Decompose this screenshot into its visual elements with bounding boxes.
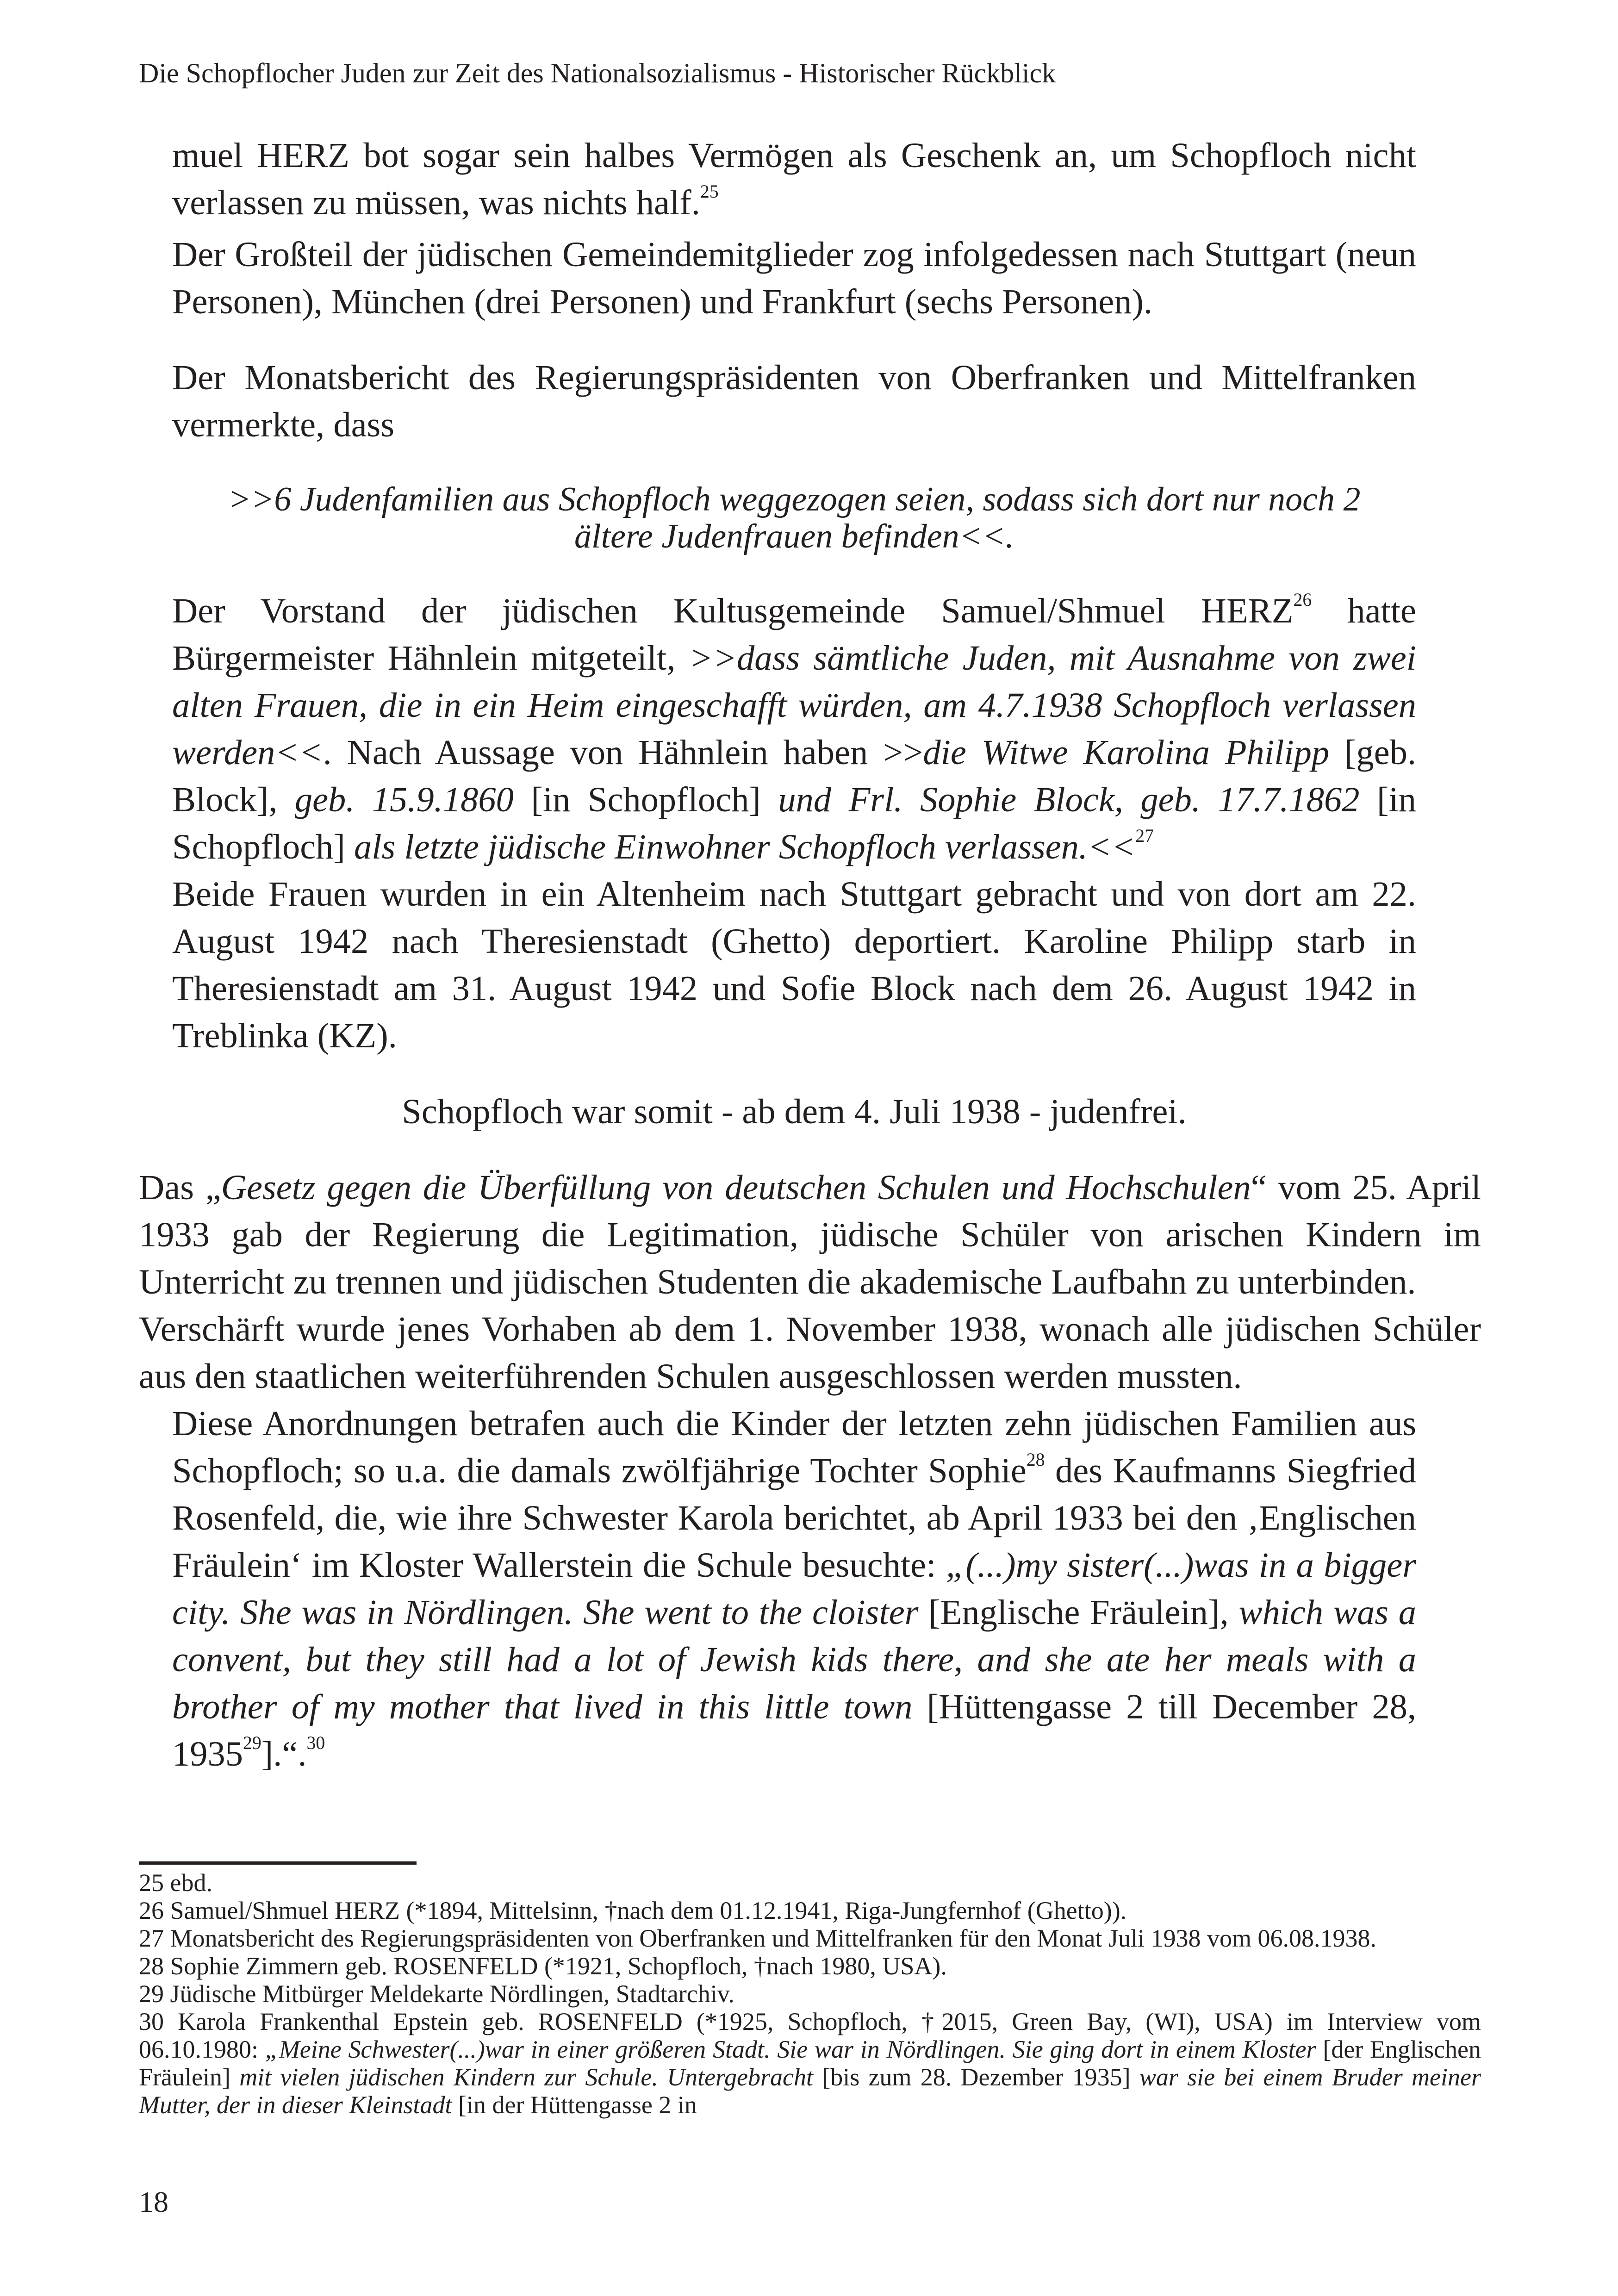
footnote-ref-28[interactable]: 28	[1026, 1450, 1045, 1470]
quote-run: which was a convent, but they still had a lot of Jewish kids there, and she ate her meals with a brother of my mother that lived in this little town	[172, 1593, 1417, 1726]
paragraph-deportation: Beide Frauen wurden in ein Altenheim nach Stuttgart gebracht und von dort am 22. August 1942 nach Theresienstadt (Ghetto) deportiert. Karoline Philipp starb in Theresienstadt am 31. August 1942 und Sofie Block nach dem 26. August 1942 in Treblinka (KZ).	[172, 874, 1416, 1055]
text-run: des Kaufmanns Siegfried Rosenfeld, die, wie ihre Schwester Karola berichtet, ab April 1933 bei den ‚Englischen Fräulein‘ im Kloster Wallerstein die Schule besuchte:	[172, 1451, 1417, 1585]
text-run: [in Schopfloch]	[172, 780, 1416, 866]
paragraph-monthly-report: Der Monatsbericht des Regierungspräsidenten von Oberfranken und Mittelfranken vermerkte, dass	[172, 358, 1416, 444]
text-run: [geb. Block],	[172, 733, 1416, 819]
text-run: hatte Bürgermeister Hähnlein mitgeteilt,	[172, 591, 1416, 678]
body-text	[139, 132, 1481, 1778]
text-run: [der Englischen Fräulein]	[139, 2035, 1481, 2091]
quote-run: „(...)my sister(...)was in a bigger city. She was in Nördlingen. She went to the cloister	[172, 1545, 1416, 1632]
paragraph-exclusion: Verschärft wurde jenes Vorhaben ab dem 1. November 1938, wonach alle jüdischen Schüler aus den staatlichen weiterführenden Schulen ausgeschlossen werden mussten.	[139, 1309, 1481, 1396]
quote-run: geb. 15.9.1860	[294, 780, 514, 819]
text-run: ].“.	[261, 1734, 307, 1773]
quote-line: >>6 Judenfamilien aus Schopfloch weggezogen seien, sodass sich dort nur noch 2	[228, 480, 1361, 518]
text-run: 30 Karola Frankenthal Epstein geb. ROSENFELD (*1925, Schopfloch, †2015, Green Bay, (WI), USA) im Interview vom 06.10.1980:	[139, 2008, 1481, 2063]
footnote-ref-30[interactable]: 30	[306, 1733, 325, 1754]
text-run: “ vom 25. April 1933 gab der Regierung die Legitimation, jüdische Schüler von arischen Kindern im Unterricht zu trennen und jüdischen Studenten die akademische Laufbahn zu unterbinden.	[139, 1168, 1481, 1301]
page-number: 18	[139, 2185, 168, 2218]
text-run: Das „	[139, 1168, 221, 1207]
text-run: [Englische Fräulein],	[918, 1593, 1239, 1632]
paragraph-conclusion: Schopfloch war somit - ab dem 4. Juli 1938 - judenfrei.	[402, 1092, 1187, 1131]
paragraph-rosenfeld	[139, 1400, 1481, 1778]
block-quote	[139, 481, 1481, 555]
footnote-ref-27[interactable]: 27	[1135, 826, 1154, 846]
footnote-divider	[139, 1861, 417, 1865]
paragraph-community-board	[139, 587, 1481, 871]
paragraph-emigration: Der Großteil der jüdischen Gemeindemitglieder zog infolgedessen nach Stuttgart (neun Personen), München (drei Personen) und Frankfurt (sechs Personen).	[172, 235, 1416, 321]
text-run: Der Vorstand der jüdischen Kultusgemeinde Samuel/Shmuel HERZ	[172, 591, 1294, 630]
quote-run: und Frl. Sophie Block, geb. 17.7.1862	[778, 780, 1360, 819]
quote-run: „Meine Schwester(...)war in einer größeren Stadt. Sie war in Nördlingen. Sie ging dort in einem Kloster	[265, 2035, 1316, 2063]
text-run: [Hüttengasse 2 till December 28, 1935	[172, 1687, 1416, 1773]
law-title: Gesetz gegen die Überfüllung von deutschen Schulen und Hochschulen	[221, 1168, 1251, 1207]
footnote-25: 25 ebd.	[139, 1869, 212, 1897]
text-run: [bis zum 28. Dezember 1935]	[813, 2063, 1139, 2091]
quote-run: mit vielen jüdischen Kindern zur Schule. Untergebracht	[239, 2063, 814, 2091]
footnote-29: 29 Jüdische Mitbürger Meldekarte Nördlingen, Stadtarchiv.	[139, 1980, 734, 2008]
quote-run: >>dass sämtliche Juden, mit Ausnahme von zwei alten Frauen, die in ein Heim eingeschafft würden, am 4.7.1938 Schopfloch verlassen werden<<	[172, 638, 1416, 772]
footnote-26: 26 Samuel/Shmuel HERZ (*1894, Mittelsinn, †nach dem 01.12.1941, Riga-Jungfernhof (Ghetto)).	[139, 1897, 1127, 1924]
quote-run: war sie bei einem Bruder meiner Mutter, der in dieser Kleinstadt	[139, 2063, 1481, 2119]
footnotes	[139, 1869, 1481, 2119]
paragraph-text: muel HERZ bot sogar sein halbes Vermögen als Geschenk an, um Schopfloch nicht verlassen zu müssen, was nichts half.	[172, 136, 1416, 222]
quote-run: als letzte jüdische Einwohner Schopfloch verlassen.<<	[354, 827, 1136, 866]
footnote-ref-26[interactable]: 26	[1293, 590, 1312, 610]
quote-run: die Witwe Karolina Philipp	[923, 733, 1330, 772]
text-run: . Nach Aussage von Hähnlein haben >>	[323, 733, 923, 772]
footnote-ref-29[interactable]: 29	[243, 1733, 261, 1754]
running-header: Die Schopflocher Juden zur Zeit des Nationalsozialismus - Historischer Rückblick	[139, 58, 1056, 88]
text-run: [in Schopfloch]	[513, 780, 778, 819]
footnote-28: 28 Sophie Zimmern geb. ROSENFELD (*1921, Schopfloch, †nach 1980, USA).	[139, 1952, 947, 1980]
text-run: [in der Hüttengasse 2 in	[452, 2091, 697, 2119]
footnote-30	[139, 2008, 1481, 2119]
paragraph-herz-fortune	[139, 132, 1481, 226]
footnote-27: 27 Monatsbericht des Regierungspräsidenten von Oberfranken und Mittelfranken für den Monat Juli 1938 vom 06.08.1938.	[139, 1924, 1376, 1952]
quote-line: ältere Judenfrauen befinden<<.	[574, 517, 1014, 555]
paragraph-school-law	[139, 1164, 1481, 1306]
footnote-ref-25[interactable]: 25	[700, 181, 719, 202]
text-run: Diese Anordnungen betrafen auch die Kinder der letzten zehn jüdischen Familien aus Schopfloch; so u.a. die damals zwölfjährige Tochter Sophie	[172, 1404, 1416, 1490]
